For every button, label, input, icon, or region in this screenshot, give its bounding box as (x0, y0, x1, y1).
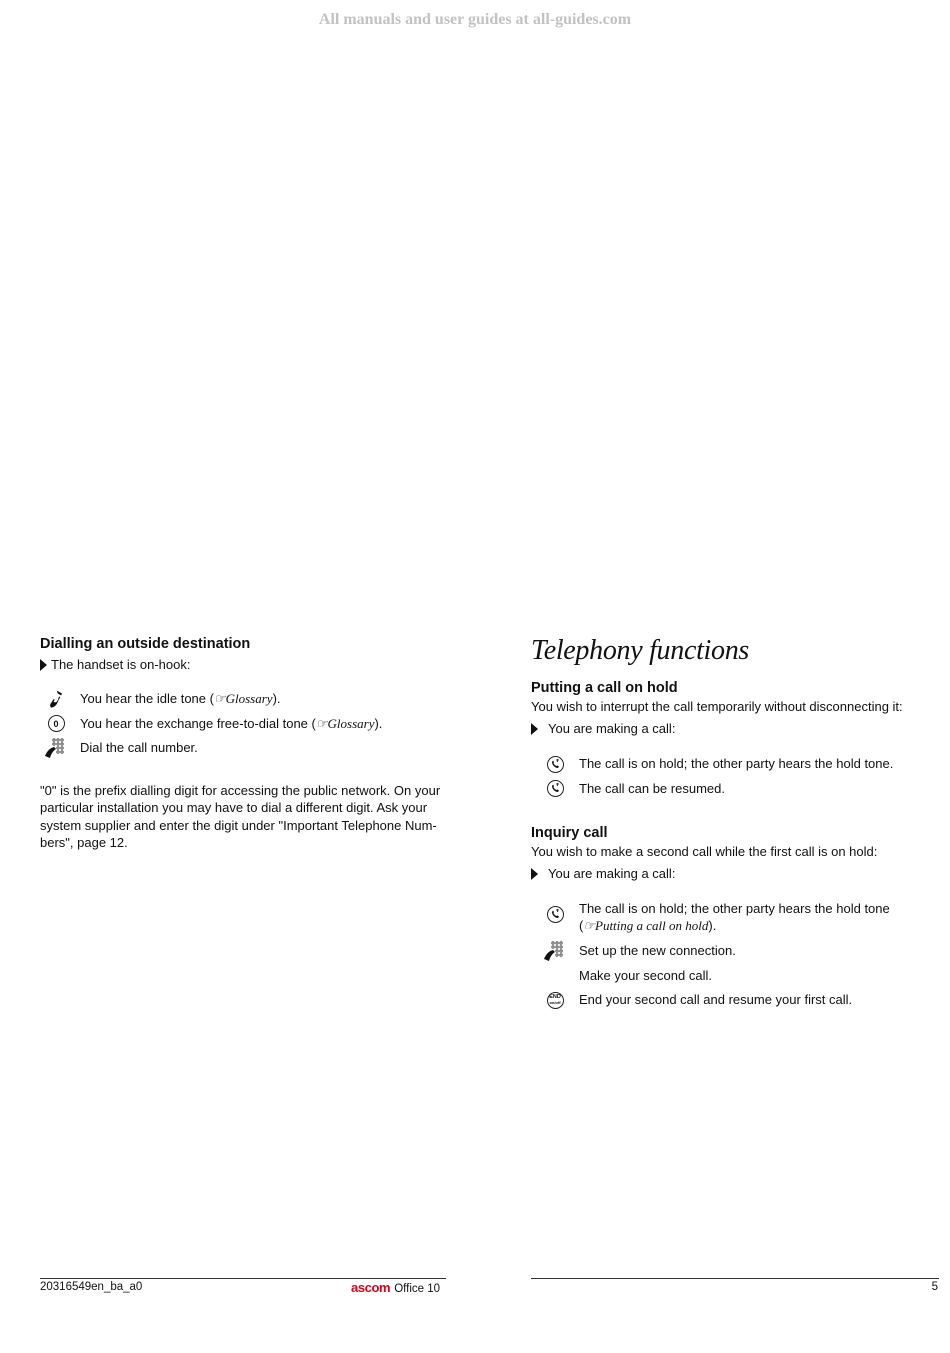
keypad-dial-icon (531, 940, 579, 962)
footer-rule-right (531, 1278, 939, 1279)
arrow-right-icon (531, 868, 538, 880)
step-text: End your second call and resume your first call. (579, 992, 853, 1007)
precondition (531, 865, 939, 883)
watermark: All manuals and user guides at all-guides.com (318, 11, 632, 28)
step-item (531, 965, 939, 990)
section-heading-inquiry: Inquiry call (531, 825, 608, 841)
document-id: 20316549en_ba_a0 (40, 1281, 143, 1293)
section-heading-dialling: Dialling an outside destination (40, 636, 251, 652)
precondition-text: You are making a call: (548, 721, 676, 736)
ascom-logo: ascom (351, 1280, 391, 1295)
end-key-icon: END on/off (547, 992, 564, 1009)
arrow-right-icon (531, 723, 538, 735)
keypad-dial-icon (32, 737, 80, 759)
precondition (40, 656, 448, 674)
step-item (40, 713, 448, 738)
right-column (531, 632, 939, 1014)
glossary-link[interactable]: ☞Glossary (213, 691, 273, 706)
step-item (40, 737, 448, 762)
step-text: The call is on hold; the other party hears the hold tone (☞Putting a call on hold). (579, 901, 890, 933)
footer-brand (351, 1280, 440, 1295)
precondition (531, 720, 939, 738)
note-paragraph: "0" is the prefix dialling digit for accessing the public network. On your particular installation you may have to dial a different digit. Ask your system supplier and enter the digit under "Important Telephone Num-bers", page 12. (40, 782, 441, 850)
step-text: Set up the new connection. (579, 943, 736, 958)
section-intro: You wish to make a second call while the first call is on hold: (531, 844, 878, 859)
hold-key-icon (547, 780, 564, 797)
product-name: Office 10 (394, 1283, 441, 1295)
precondition-text: The handset is on-hook: (51, 657, 191, 672)
page-title: Telephony functions (531, 635, 750, 666)
putting-on-hold-link[interactable]: ☞Putting a call on hold (583, 918, 709, 933)
step-item (531, 898, 939, 940)
left-column (40, 636, 448, 865)
step-text: Dial the call number. (80, 740, 198, 755)
step-text: The call is on hold; the other party hears the hold tone. (579, 756, 894, 771)
section-intro: You wish to interrupt the call temporarily without disconnecting it: (531, 699, 903, 714)
handset-lift-icon (32, 688, 80, 710)
arrow-right-icon (40, 659, 47, 671)
step-item (531, 940, 939, 965)
section-heading-hold: Putting a call on hold (531, 680, 678, 696)
step-text: The call can be resumed. (579, 780, 725, 796)
step-text: You hear the idle tone (☞Glossary). (80, 691, 281, 706)
step-text: Make your second call. (579, 967, 712, 983)
step-item (531, 778, 939, 803)
step-item (531, 753, 939, 778)
step-text: You hear the exchange free-to-dial tone (☞Glossary). (80, 715, 383, 731)
precondition-text: You are making a call: (548, 866, 676, 881)
key-0-icon: 0 (48, 715, 65, 732)
hold-key-icon (547, 906, 564, 923)
hold-key-icon (547, 756, 564, 773)
step-item (40, 688, 448, 713)
steps-list (40, 688, 448, 762)
footer-rule-left (40, 1278, 446, 1279)
steps-list (531, 898, 939, 1014)
glossary-link[interactable]: ☞Glossary (315, 715, 375, 731)
steps-list (531, 753, 939, 802)
step-item (531, 989, 939, 1014)
page-number: 5 (931, 1281, 938, 1293)
